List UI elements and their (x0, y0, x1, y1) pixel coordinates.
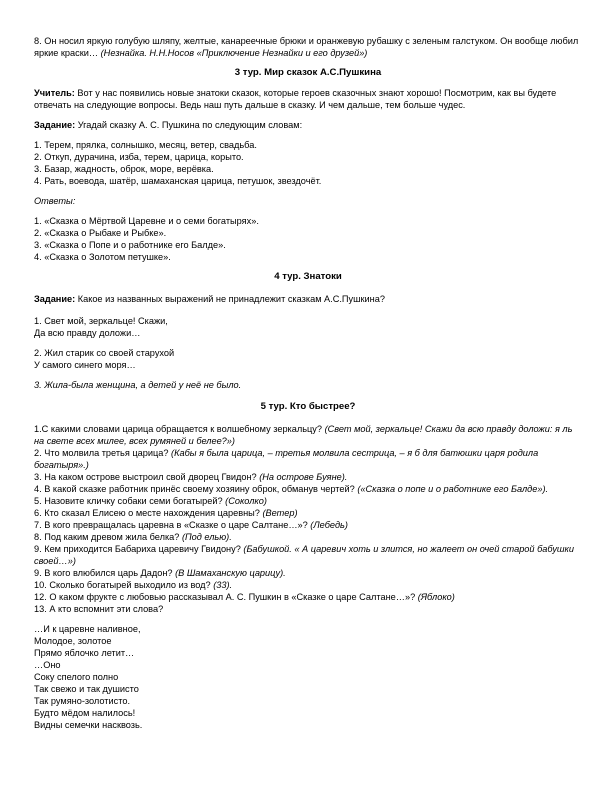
option-1-line-1: 1. Свет мой, зеркальце! Скажи, (34, 316, 168, 326)
list-item (34, 591, 582, 603)
tour3-answers-list (34, 215, 582, 263)
list-item (34, 423, 582, 447)
list-item (34, 531, 582, 543)
question-text: 2. Что молвила третья царица? (34, 448, 172, 458)
poem-line: Прямо яблочко летит… (34, 648, 135, 658)
list-item: 4. Рать, воевода, шатёр, шамаханская царица, петушок, звездочёт. (34, 176, 322, 186)
list-item (34, 579, 582, 591)
question-answer: (Под елью). (181, 532, 232, 542)
teacher-text: Вот у нас появились новые знатоки сказок, которые героев сказочных знают хорошо! Посмотрим, как вы будете отвечать на следующие вопросы. Ведь наш путь дальше в сказку. И чем дальше, тем больше чудес. (34, 88, 557, 110)
poem-part-2 (34, 659, 582, 731)
question-text: 8. Под каким древом жила белка? (34, 532, 182, 542)
poem-line: Будто мёдом налилось! (34, 708, 136, 718)
question-8-answer: (Незнайка. Н.Н.Носов «Приключение Незнайки и его друзей») (100, 48, 368, 58)
poem-part-1 (34, 623, 582, 659)
tour5-questions-list (34, 423, 582, 615)
option-2-line-2: У самого синего моря… (34, 360, 136, 370)
answers-label: Ответы: (34, 196, 76, 206)
poem-line: Так румяно-золотисто. (34, 696, 131, 706)
tour3-clues-list (34, 139, 582, 187)
list-item (34, 471, 582, 483)
question-answer: (Ветер) (262, 508, 298, 518)
question-text: 9. Кем приходится Бабариха царевичу Гвидону? (34, 544, 244, 554)
question-text: 10. Сколько богатырей выходило из вод? (34, 580, 214, 590)
question-text: 13. А кто вспомнит эти слова? (34, 604, 164, 614)
question-answer: (33). (213, 580, 233, 590)
question-answer: (На острове Буяне). (259, 472, 348, 482)
poem-line: Молодое, золотое (34, 636, 112, 646)
question-text: 3. На каком острове выстроил свой дворец Гвидон? (34, 472, 260, 482)
list-item (34, 495, 582, 507)
question-answer: (Кабы я была царица, – третья молвила сестрица, – я б для батюшки царя родила богатыря».) (34, 448, 539, 470)
list-item: 2. «Сказка о Рыбаке и Рыбке». (34, 228, 167, 238)
question-answer: (Бабушкой. « А царевич хоть и злится, но жалеет он очей старой бабушки своей…») (34, 544, 574, 566)
list-item (34, 447, 582, 471)
question-answer: (Лебедь) (310, 520, 348, 530)
tour3-heading: 3 тур. Мир сказок А.С.Пушкина (234, 67, 382, 78)
poem-line: …Оно (34, 660, 61, 670)
list-item (34, 567, 582, 579)
tour4-task-text: Какое из названных выражений не принадлежит сказкам А.С.Пушкина? (75, 294, 385, 304)
tour4-task-label: Задание: (34, 294, 76, 304)
list-item (34, 507, 582, 519)
option-1-line-2: Да всю правду доложи… (34, 328, 141, 338)
list-item: 1. Терем, прялка, солнышко, месяц, ветер, свадьба. (34, 140, 257, 150)
list-item (34, 483, 582, 495)
tour5-heading: 5 тур. Кто быстрее? (260, 401, 356, 412)
list-item: 3. «Сказка о Попе и о работнике его Балде». (34, 240, 226, 250)
poem-line: Соку спелого полно (34, 672, 119, 682)
poem-line: Так свежо и так душисто (34, 684, 139, 694)
list-item: 1. «Сказка о Мёртвой Царевне и о семи богатырях». (34, 216, 259, 226)
tour4-heading: 4 тур. Знатоки (274, 271, 342, 282)
tour4-task (34, 293, 582, 305)
question-text: 7. В кого превращалась царевна в «Сказке о царе Салтане…»? (34, 520, 311, 530)
question-answer: (Соколко) (225, 496, 267, 506)
poem-line: Видны семечки насквозь. (34, 720, 143, 730)
document-page (34, 35, 582, 731)
question-text: 5. Назовите кличку собаки семи богатырей? (34, 496, 226, 506)
question-8-paragraph (34, 35, 582, 59)
list-item (34, 519, 582, 531)
question-answer: («Сказка о попе и о работнике его Балде»). (357, 484, 549, 494)
list-item: 2. Откуп, дурачина, изба, терем, царица, корыто. (34, 152, 244, 162)
list-item (34, 543, 582, 567)
question-answer: (Свет мой, зеркальце! Скажи да всю правду доложи: я ль на свете всех милее, всех румяней и белее?») (34, 424, 573, 446)
option-3: 3. Жила-была женщина, а детей у неё не было. (34, 380, 242, 390)
option-2-line-1: 2. Жил старик со своей старухой (34, 348, 175, 358)
list-item: 3. Базар, жадность, оброк, море, верёвка. (34, 164, 214, 174)
question-answer: (В Шамаханскую царицу). (175, 568, 286, 578)
list-item: 4. «Сказка о Золотом петушке». (34, 252, 171, 262)
question-text: 4. В какой сказке работник принёс своему хозяину оброк, обманув чертей? (34, 484, 358, 494)
tour3-task-text: Угадай сказку А. С. Пушкина по следующим словам: (75, 120, 303, 130)
tour3-task (34, 119, 582, 131)
list-item (34, 603, 582, 615)
question-text: 1.С какими словами царица обращается к волшебному зеркальцу? (34, 424, 325, 434)
question-8-text: 8. Он носил яркую голубую шляпу, желтые, канареечные брюки и оранжевую рубашку с зеленым галстуком. Он вообще любил яркие краски… (34, 36, 579, 58)
teacher-paragraph (34, 87, 582, 111)
poem-line: …И к царевне наливное, (34, 624, 141, 634)
teacher-label: Учитель: (34, 88, 75, 98)
tour3-task-label: Задание: (34, 120, 76, 130)
question-answer: (Яблоко) (417, 592, 455, 602)
question-text: 9. В кого влюбился царь Дадон? (34, 568, 176, 578)
question-text: 6. Кто сказал Елисею о месте нахождения царевны? (34, 508, 263, 518)
question-text: 12. О каком фрукте с любовью рассказывал А. С. Пушкин в «Сказке о царе Салтане…»? (34, 592, 418, 602)
